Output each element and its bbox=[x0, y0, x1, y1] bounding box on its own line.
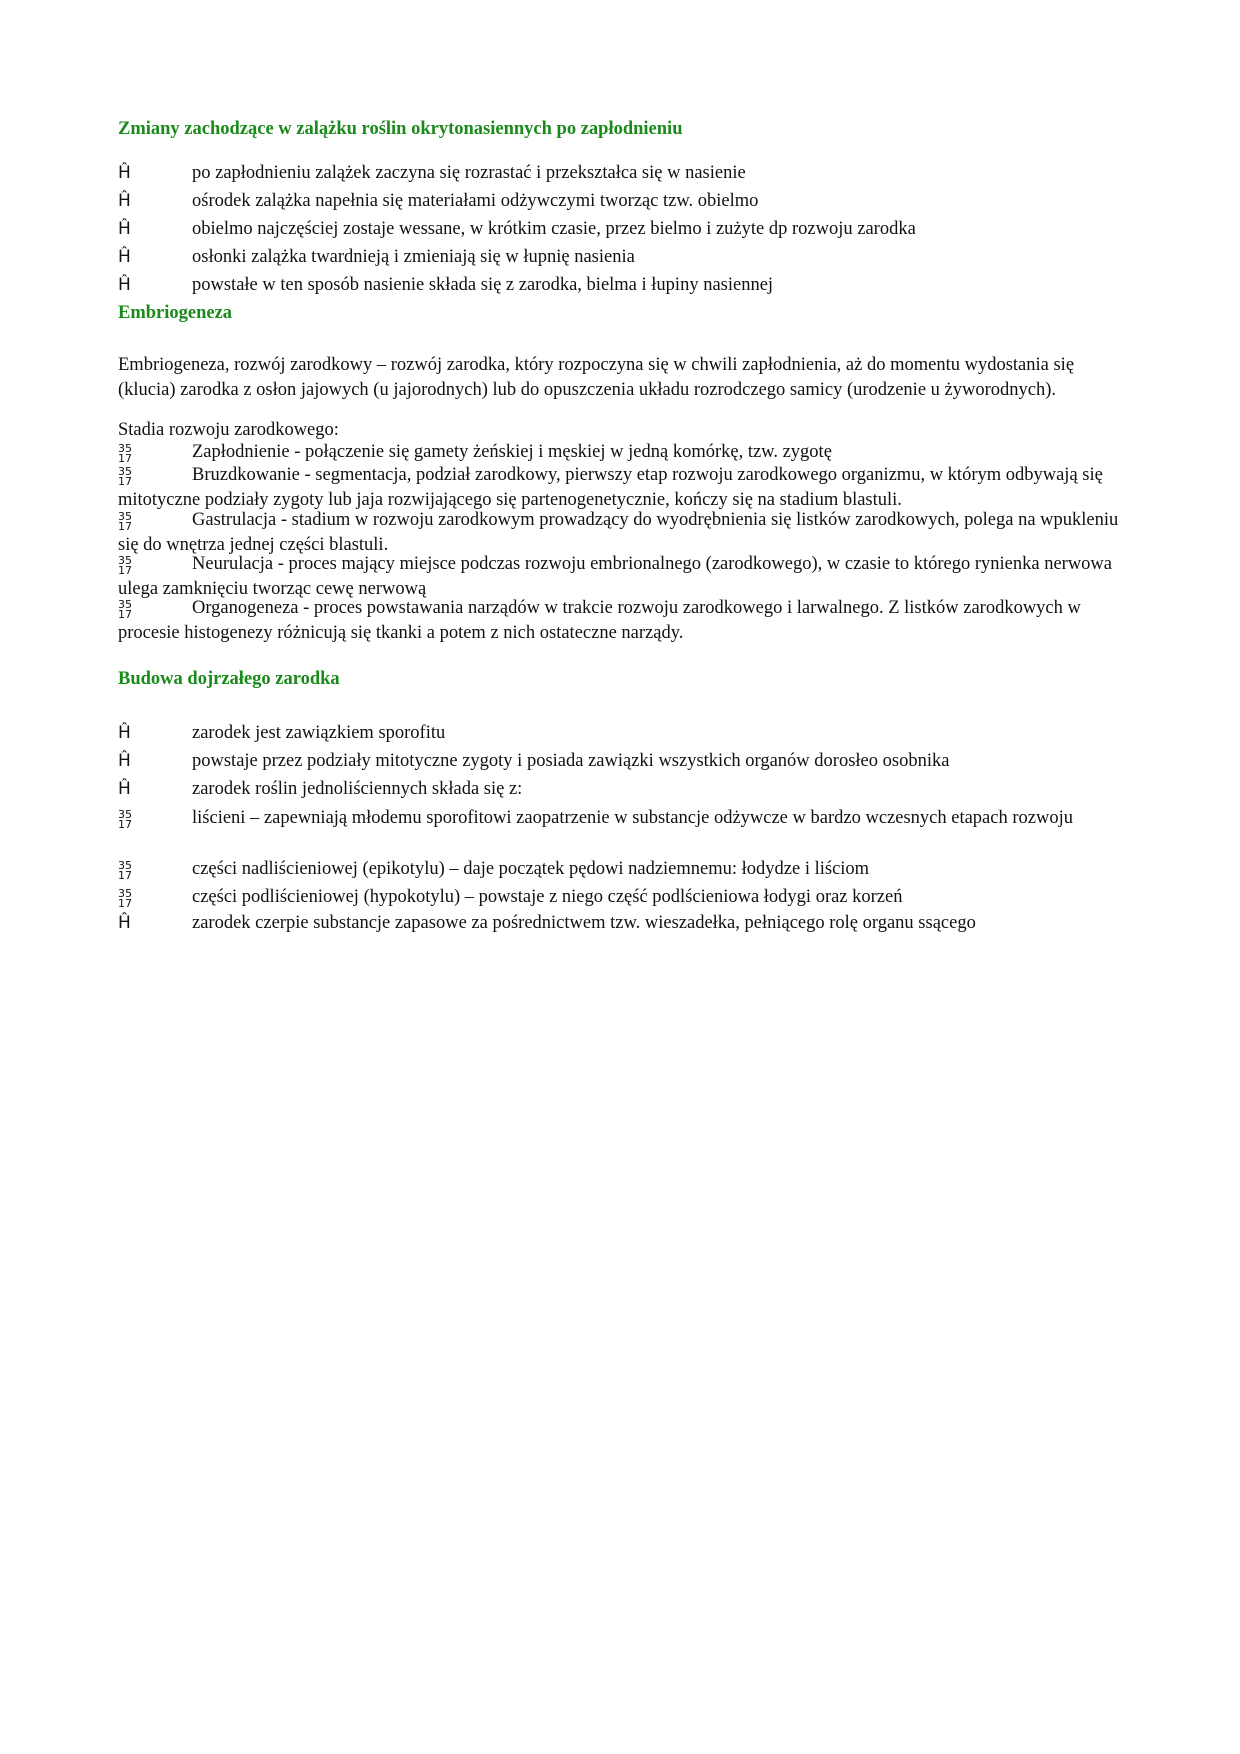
bullet-icon: Ĥ bbox=[118, 913, 131, 933]
bullet-icon: Ĥ bbox=[118, 247, 131, 267]
bullet-icon: Ĥ bbox=[118, 751, 131, 771]
list-item-text: zarodek jest zawiązkiem sporofitu bbox=[192, 723, 446, 743]
stage-text: Gastrulacja - stadium w rozwoju zarodkowym prowadzący do wyodrębnienia się listków zarodkowych, polega na wpukleniu się do wnętrza jednej części blastuli. bbox=[118, 510, 1119, 555]
stage-text: Neurulacja - proces mający miejsce podczas rozwoju embrionalnego (zarodkowego), w czasie to którego rynienka nerwowa ulega zamknięciu tworząc cewę nerwową bbox=[118, 554, 1112, 599]
stage-text: Bruzdkowanie - segmentacja, podział zarodkowy, pierwszy etap rozwoju zarodkowego organizmu, w którym odbywają się mitotyczne podziały zygoty lub jaja rozwijającego się partenogenetycznie, kończy się na stadium blastuli. bbox=[118, 465, 1103, 510]
list-item-text: powstałe w ten sposób nasienie składa się z zarodka, bielma i łupiny nasiennej bbox=[192, 275, 774, 295]
list-item-text: zarodek roślin jednoliściennych składa się z: bbox=[192, 779, 523, 799]
sub-item-text: części podliścieniowej (hypokotylu) – powstaje z niego część podlścieniowa łodygi oraz korzeń bbox=[192, 887, 903, 907]
section-heading-budowa: Budowa dojrzałego zarodka bbox=[118, 669, 340, 689]
list-item bbox=[118, 247, 1128, 273]
section-heading-changes: Zmiany zachodzące w zalążku roślin okrytonasiennych po zapłodnieniu bbox=[118, 119, 683, 139]
list-item-text: obielmo najczęściej zostaje wessane, w krótkim czasie, przez bielmo i zużyte dp rozwoju zarodka bbox=[192, 219, 916, 239]
numbering-icon: 35 17 bbox=[118, 859, 132, 882]
numbering-icon: 35 17 bbox=[118, 442, 132, 465]
bullet-icon: Ĥ bbox=[118, 219, 131, 239]
list-item-text: zarodek czerpie substancje zapasowe za pośrednictwem tzw. wieszadełka, pełniącego rolę organu ssącego bbox=[192, 913, 976, 933]
list-item-text: ośrodek zalążka napełnia się materiałami odżywczymi tworząc tzw. obielmo bbox=[192, 191, 759, 211]
bullet-icon: Ĥ bbox=[118, 723, 131, 743]
numbering-icon: 35 17 bbox=[118, 598, 132, 621]
list-item bbox=[118, 779, 1128, 805]
sub-item-text: liścieni – zapewniają młodemu sporofitowi zaopatrzenie w substancje odżywcze w bardzo wczesnych etapach rozwoju bbox=[192, 808, 1073, 828]
list-item bbox=[118, 191, 1128, 217]
list-item-text: powstaje przez podziały mitotyczne zygoty i posiada zawiązki wszystkich organów dorosłeo osobnika bbox=[192, 751, 950, 771]
stage-text: Organogeneza - proces powstawania narządów w trakcie rozwoju zarodkowego i larwalnego. Z listków zarodkowych w procesie histogenezy różnicują się tkanki a potem z nich ostateczne narządy. bbox=[118, 598, 1081, 643]
list-item bbox=[118, 723, 1128, 749]
numbering-icon: 35 17 bbox=[118, 510, 132, 533]
list-item bbox=[118, 275, 1128, 301]
intro-paragraph: Embriogeneza, rozwój zarodkowy – rozwój zarodka, który rozpoczyna się w chwili zapłodnienia, aż do momentu wydostania się (klucia) zarodka z osłon jajowych (u jajorodnych) lub do opuszczenia układu rozrodczego samicy (urodzenie u żyworodnych). bbox=[118, 355, 1075, 400]
numbering-icon: 35 17 bbox=[118, 465, 132, 488]
list-item bbox=[118, 163, 1128, 189]
bullet-icon: Ĥ bbox=[118, 779, 131, 799]
numbering-icon: 35 17 bbox=[118, 887, 132, 910]
bullet-icon: Ĥ bbox=[118, 275, 131, 295]
sub-item-text: części nadliścieniowej (epikotylu) – daje początek pędowi nadziemnemu: łodydze i liściom bbox=[192, 859, 870, 879]
list-item bbox=[118, 913, 1128, 939]
stage-text: Zapłodnienie - połączenie się gamety żeńskiej i męskiej w jedną komórkę, tzw. zygotę bbox=[192, 442, 832, 462]
list-item bbox=[118, 219, 1128, 245]
bullet-icon: Ĥ bbox=[118, 163, 131, 183]
bullet-icon: Ĥ bbox=[118, 191, 131, 211]
list-item bbox=[118, 751, 1128, 777]
list-item-text: po zapłodnieniu zalążek zaczyna się rozrastać i przekształca się w nasienie bbox=[192, 163, 746, 183]
list-item-text: osłonki zalążka twardnieją i zmieniają się w łupnię nasienia bbox=[192, 247, 635, 267]
stages-label: Stadia rozwoju zarodkowego: bbox=[118, 420, 339, 440]
numbering-icon: 35 17 bbox=[118, 808, 132, 831]
section-heading-embriogeneza: Embriogeneza bbox=[118, 303, 233, 323]
numbering-icon: 35 17 bbox=[118, 554, 132, 577]
